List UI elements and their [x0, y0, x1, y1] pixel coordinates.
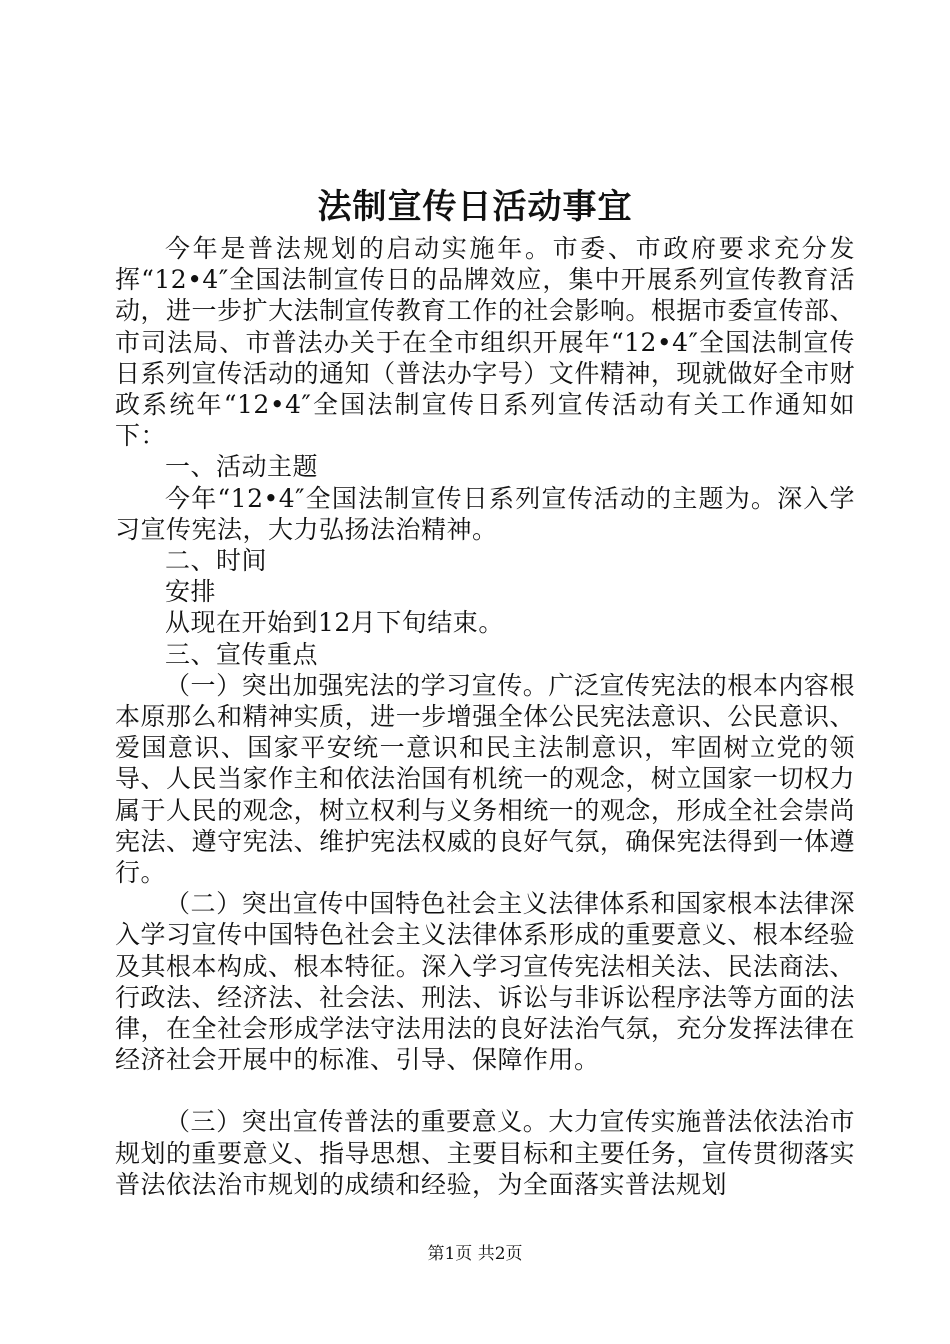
focus-item-1: （一）突出加强宪法的学习宣传。广泛宣传宪法的根本内容根本原那么和精神实质，进一步增强全体公民宪法意识、公民意识、爱国意识、国家平安统一意识和民主法制意识，牢固树立党的领导、人民当家作主和依法治国有机统一的观念，树立国家一切权力属于人民的观念，树立权利与义务相统一的观念，形成全社会崇尚宪法、遵守宪法、维护宪法权威的良好气氛，确保宪法得到一体遵行。	[115, 670, 855, 888]
intro-paragraph: 今年是普法规划的启动实施年。市委、市政府要求充分发挥“12•4″全国法制宣传日的品牌效应，集中开展系列宣传教育活动，进一步扩大法制宣传教育工作的社会影响。根据市委宣传部、市司法局、市普法办关于在全市组织开展年“12•4″全国法制宣传日系列宣传活动的通知（普法办字号）文件精神，现就做好全市财政系统年“12•4″全国法制宣传日系列宣传活动有关工作通知如下：	[115, 234, 855, 451]
focus-item-2: （二）突出宣传中国特色社会主义法律体系和国家根本法律深入学习宣传中国特色社会主义法律体系形成的重要意义、根本经验及其根本构成、根本特征。深入学习宣传宪法相关法、民法商法、行政法、经济法、社会法、刑法、诉讼与非诉讼程序法等方面的法律，在全社会形成学法守法用法的良好法治气氛，充分发挥法律在经济社会开展中的标准、引导、保障作用。	[115, 889, 855, 1075]
theme-paragraph: 今年“12•4″全国法制宣传日系列宣传活动的主题为。深入学习宣传宪法，大力弘扬法治精神。	[115, 483, 855, 544]
section-heading-focus: 三、宣传重点	[165, 639, 319, 669]
page-footer: 第1页 共2页	[427, 1244, 523, 1264]
focus-item-3: （三）突出宣传普法的重要意义。大力宣传实施普法依法治市规划的重要意义、指导思想、主要目标和主要任务，宣传贯彻落实普法依法治市规划的成绩和经验，为全面落实普法规划	[115, 1107, 855, 1199]
section-heading-arrangement: 安排	[165, 577, 217, 607]
document-title: 法制宣传日活动事宜	[317, 187, 633, 227]
time-paragraph: 从现在开始到12月下旬结束。	[165, 608, 504, 638]
section-heading-theme: 一、活动主题	[165, 452, 319, 482]
section-heading-time: 二、时间	[165, 546, 268, 576]
document-body	[115, 233, 855, 1200]
